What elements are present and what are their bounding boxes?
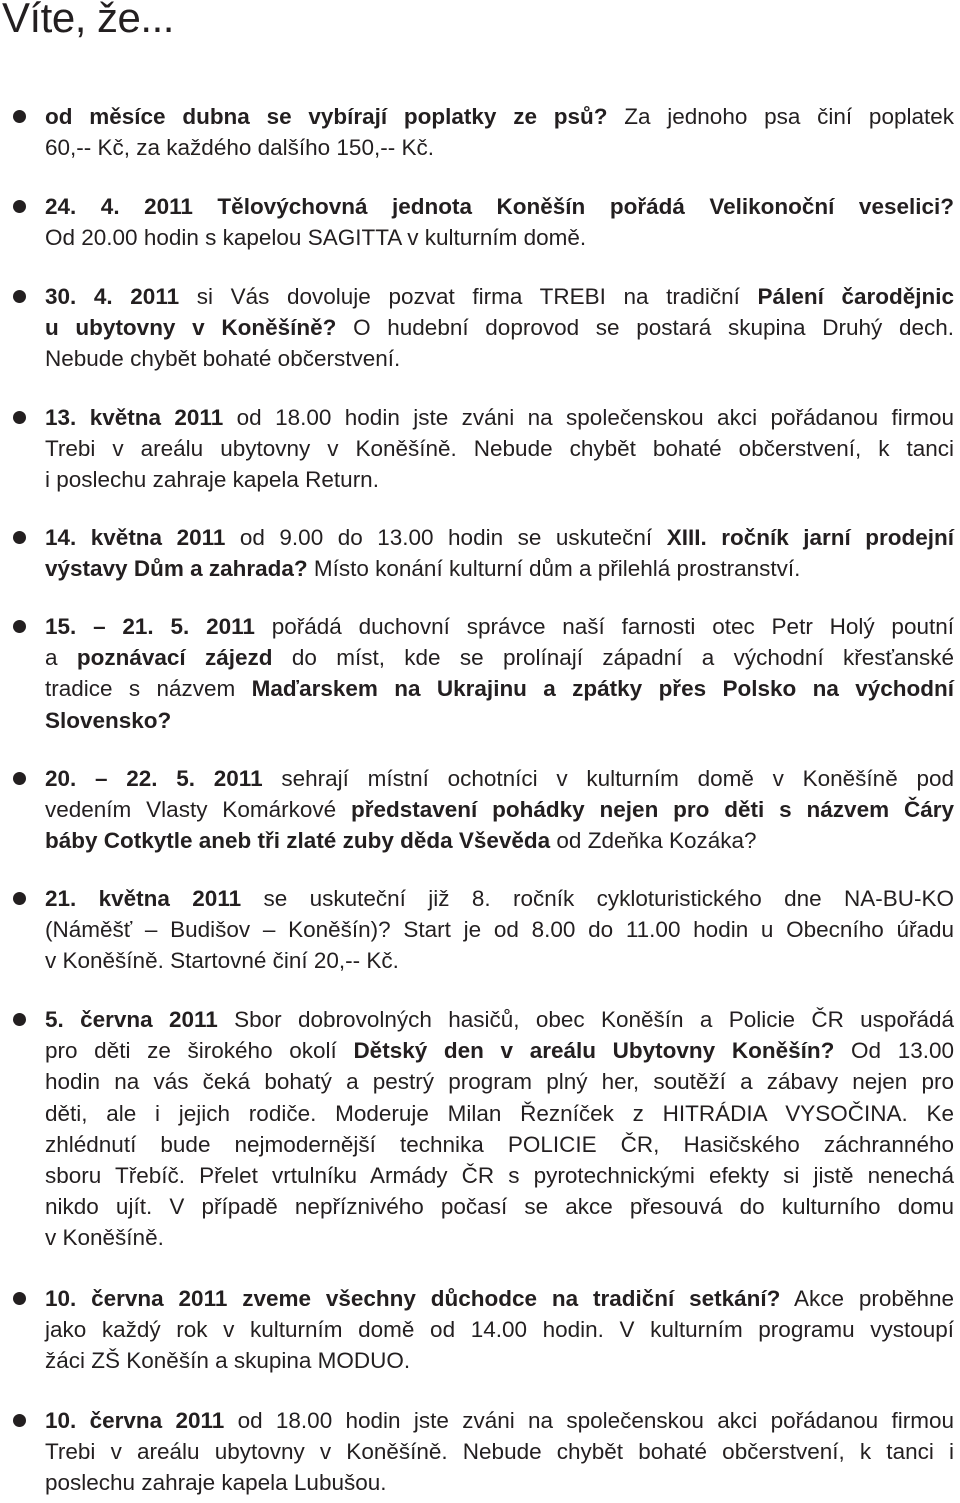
bold-text: 10. června 2011 zveme všechny důchodce na tradiční setkání? — [45, 1286, 781, 1311]
list-item — [45, 191, 954, 253]
bold-text: Dětský den v areálu Ubytovny Koněšín? — [353, 1038, 835, 1064]
bullet-icon — [13, 1292, 26, 1305]
bold-text: báby Cotkytle aneb tři zlaté zuby děda Vševěda — [45, 828, 551, 854]
bold-text: XIII. ročník jarní prodejní — [666, 525, 954, 550]
text: v Koněšíně. — [45, 1225, 164, 1251]
item-line — [45, 1160, 954, 1191]
item-line — [45, 464, 954, 495]
bold-text: 13. května 2011 — [45, 405, 224, 430]
item-line — [45, 522, 954, 553]
item-line — [45, 1467, 954, 1498]
text: se uskuteční již 8. ročník cykloturistického dne NA-BU-KO — [241, 886, 955, 911]
item-line — [45, 1066, 954, 1097]
text: sboru Třebíč. Přelet vrtulníku Armády ČR s pyrotechnickými efekty si jistě nenechá — [45, 1163, 954, 1189]
text: od 9.00 do 13.00 hodin se uskuteční — [225, 525, 667, 550]
text: Akce proběhne — [780, 1286, 954, 1311]
text: pořádá duchovní správce naší farnosti otec Petr Holý poutní — [254, 614, 954, 639]
item-line — [45, 1345, 954, 1376]
text: zhlédnutí bude nejmodernější technika POLICIE ČR, Hasičského záchranného — [45, 1131, 954, 1157]
item-line — [45, 1314, 954, 1345]
text: Od 13.00 — [834, 1038, 954, 1064]
bold-text: 24. 4. 2011 Tělovýchovná jednota Koněšín pořádá Velikonoční veselici? — [45, 194, 954, 219]
bullet-icon — [13, 1013, 26, 1026]
text: děti, ale i jejich rodiče. Moderuje Milan Řezníček z HITRÁDIA VYSOČINA. Ke — [45, 1100, 954, 1126]
bold-text: poznávací zájezd — [76, 645, 273, 671]
item-line — [45, 673, 954, 704]
bullet-icon — [13, 290, 26, 303]
bullet-icon — [13, 620, 26, 633]
item-line — [45, 825, 954, 856]
bold-text: 21. května 2011 — [45, 886, 242, 911]
text: nikdo ujít. V případě nepříznivého počasí se akce přesouvá do kulturního domu — [45, 1194, 954, 1220]
list-item — [45, 1405, 954, 1499]
item-line — [45, 402, 954, 433]
bold-text: 15. – 21. 5. 2011 — [45, 614, 255, 639]
text: O hudební doprovod se postará skupina Druhý dech. — [336, 315, 954, 341]
item-line — [45, 611, 954, 642]
text: do míst, kde se prolínají západní a východní křesťanské — [272, 645, 955, 671]
item-line — [45, 1436, 954, 1467]
item-line — [45, 433, 954, 464]
bold-text: Maďarskem na Ukrajinu a zpátky přes Polsko na východní — [251, 676, 954, 702]
text: Místo konání kulturní dům a přilehlá prostranství. — [307, 556, 801, 582]
bold-text: 14. května 2011 — [45, 525, 226, 550]
item-line — [45, 553, 954, 584]
bold-text: 10. června 2011 — [45, 1408, 225, 1433]
text: Trebi v areálu ubytovny v Koněšíně. Nebude chybět bohaté občerstvení, k tanci — [45, 436, 954, 462]
text: a — [45, 645, 77, 671]
item-line — [45, 191, 954, 222]
list-item — [45, 883, 954, 977]
text: od 18.00 hodin jste zváni na společenskou akci pořádanou firmou — [224, 1408, 954, 1433]
item-line — [45, 794, 954, 825]
text: i poslechu zahraje kapela Return. — [45, 467, 379, 493]
bold-text: Slovensko? — [45, 707, 172, 733]
bold-text: 30. 4. 2011 — [45, 284, 180, 309]
list-item — [45, 101, 954, 163]
item-line — [45, 222, 954, 253]
text: tradice s názvem — [45, 676, 252, 702]
text: Sbor dobrovolných hasičů, obec Koněšín a Policie ČR uspořádá — [217, 1007, 954, 1032]
item-line — [45, 1098, 954, 1129]
bold-text: výstavy Dům a zahrada? — [45, 556, 308, 582]
text: (Náměšť – Budišov – Koněšín)? Start je od 8.00 do 11.00 hodin u Obecního úřadu — [45, 917, 954, 943]
text: Od 20.00 hodin s kapelou SAGITTA v kulturním domě. — [45, 225, 587, 251]
text: jako každý rok v kulturním domě od 14.00 hodin. V kulturním programu vystoupí — [45, 1317, 954, 1343]
item-line — [45, 1129, 954, 1160]
item-line — [45, 1283, 954, 1314]
item-line — [45, 281, 954, 312]
item-line — [45, 343, 954, 374]
item-line — [45, 642, 954, 673]
bold-text: 5. června 2011 — [45, 1007, 218, 1032]
item-line — [45, 1222, 954, 1253]
item-line — [45, 1191, 954, 1222]
bold-text: představení pohádky nejen pro děti s názvem Čáry — [350, 797, 954, 823]
text: hodin na vás čeká bohatý a pestrý program plný her, soutěží a zábavy nejen pro — [45, 1069, 954, 1095]
bullet-icon — [13, 892, 26, 905]
bold-text: u ubytovny v Koněšíně? — [45, 315, 337, 341]
item-line — [45, 101, 954, 132]
bullet-icon — [13, 531, 26, 544]
item-line — [45, 1405, 954, 1436]
text: sehrají místní ochotníci v kulturním domě v Koněšíně pod — [262, 766, 954, 791]
bold-text: 20. – 22. 5. 2011 — [45, 766, 263, 791]
item-line — [45, 132, 954, 163]
list-item — [45, 1004, 954, 1254]
item-line — [45, 945, 954, 976]
bullet-icon — [13, 772, 26, 785]
text: v Koněšíně. Startovné činí 20,-- Kč. — [45, 948, 399, 974]
bold-text: Pálení čarodějnic — [757, 284, 954, 309]
text: si Vás dovoluje pozvat firma TREBI na tradiční — [179, 284, 758, 309]
text: žáci ZŠ Koněšín a skupina MODUO. — [45, 1348, 411, 1374]
text: 60,-- Kč, za každého dalšího 150,-- Kč. — [45, 135, 434, 161]
bold-text: od měsíce dubna se vybírají poplatky ze psů? — [45, 104, 608, 129]
item-line — [45, 883, 954, 914]
bullet-icon — [13, 1414, 26, 1427]
text: vedením Vlasty Komárkové — [45, 797, 351, 823]
bullet-icon — [13, 411, 26, 424]
list-item — [45, 281, 954, 375]
page-title: Víte, že... — [2, 0, 174, 41]
text: od 18.00 hodin jste zváni na společenskou akci pořádanou firmou — [223, 405, 954, 430]
text: Za jednoho psa činí poplatek — [607, 104, 954, 129]
item-line — [45, 914, 954, 945]
item-line — [45, 763, 954, 794]
list-item — [45, 611, 954, 736]
item-line — [45, 1035, 954, 1066]
text: od Zdeňka Kozáka? — [550, 828, 757, 854]
list-item — [45, 763, 954, 857]
text: pro děti ze širokého okolí — [45, 1038, 354, 1064]
bullet-icon — [13, 200, 26, 213]
item-line — [45, 1004, 954, 1035]
text: poslechu zahraje kapela Lubušou. — [45, 1470, 387, 1496]
list-item — [45, 1283, 954, 1377]
item-line — [45, 312, 954, 343]
bullet-icon — [13, 110, 26, 123]
text: Nebude chybět bohaté občerstvení. — [45, 346, 401, 372]
list-item — [45, 522, 954, 584]
item-line — [45, 705, 954, 736]
text: Trebi v areálu ubytovny v Koněšíně. Nebude chybět bohaté občerstvení, k tanci i — [45, 1439, 954, 1465]
list-item — [45, 402, 954, 496]
